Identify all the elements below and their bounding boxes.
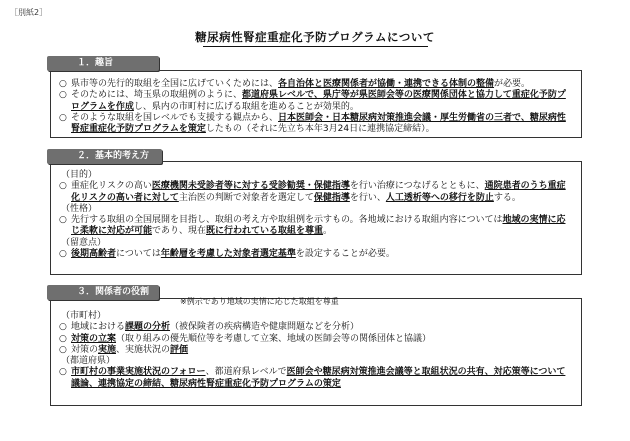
body-text: （被保険者の疾病構造や健康問題などを分析） <box>170 322 360 333</box>
circle-bullet-icon: ○ <box>59 215 67 225</box>
body-text: 、都道府県レベルで <box>205 367 287 378</box>
body-text: を行い、 <box>349 192 386 203</box>
bullet-text <box>71 90 573 113</box>
circle-bullet-icon: ○ <box>59 333 67 344</box>
bullet-text <box>71 181 573 204</box>
circle-bullet-icon: ○ <box>59 322 67 333</box>
bullet-item <box>57 215 573 238</box>
section-basic-approach <box>50 161 582 275</box>
emphasized-text: 各自治体と医療関係者が協働・連携できる体制の整備 <box>278 79 495 89</box>
body-text: したもの（それに先立ち本年3月24日に連携協定締結）。 <box>205 124 435 134</box>
circle-bullet-icon: ○ <box>59 181 67 192</box>
body-text: が必要。 <box>494 79 531 89</box>
emphasized-text: 後期高齢者 <box>71 248 117 259</box>
circle-bullet-icon: ○ <box>59 248 67 259</box>
circle-bullet-icon: ○ <box>59 79 67 89</box>
body-text: そのためには、埼玉県の取組例のように、 <box>71 90 243 101</box>
bullet-item <box>57 322 573 333</box>
bullet-item <box>57 90 573 113</box>
emphasized-text: 医師会や糖尿病対策推進会議等と取組状況の共有、対応策等について議論、連携協定の締結、糖尿病性腎症重症化予防プログラムの策定 <box>71 367 566 389</box>
section-heading-purpose: １．趣旨 <box>47 56 159 71</box>
circle-bullet-icon: ○ <box>59 344 67 355</box>
body-text: 地域における <box>71 322 126 333</box>
emphasized-text: 医療機関未受診者等に対する受診勧奨・保健指導 <box>151 181 350 192</box>
body-text: 県市等の先行的取組を全国に広げていくためには、 <box>71 79 279 89</box>
bullet-item <box>57 79 573 90</box>
bullet-item <box>57 345 573 356</box>
subheading-label: （都道府県） <box>61 356 116 366</box>
bullet-text <box>71 367 573 390</box>
bullet-item <box>57 367 573 390</box>
body-text: 、実施状況の <box>116 344 171 355</box>
body-text: 。 <box>323 226 333 237</box>
body-text: を行い治療につなげるとともに、 <box>349 181 485 192</box>
subheading-label: （留意点） <box>61 237 107 248</box>
bullet-text <box>71 113 573 136</box>
circle-bullet-icon: ○ <box>59 90 67 101</box>
emphasized-text: 評価 <box>170 344 189 355</box>
section-heading-roles: ３．関係者の役割 <box>47 285 159 300</box>
bullet-text <box>71 334 573 345</box>
emphasized-text: 日本医師会・日本糖尿病対策推進会議・厚生労働省の三者で、糖尿病性腎症重症化予防プログラムを策定 <box>71 112 566 134</box>
emphasized-text: 実施 <box>98 344 117 355</box>
bullet-text <box>71 345 573 356</box>
bullet-text <box>71 79 573 90</box>
body-text: （取り組みの優先順位等を考慮して立案、地域の医師会等の関係団体と協議） <box>116 333 432 344</box>
body-text: であり、現在 <box>152 226 207 237</box>
emphasized-text: 通院患者のうち重症化リスクの高い者に対して <box>71 181 566 203</box>
body-text: 主治医の判断で対象者を選定して <box>178 192 314 203</box>
bullet-text <box>71 322 573 333</box>
body-text: し、県内の市町村に広げる取組を進めることが効果的。 <box>133 101 359 112</box>
bullet-item <box>57 113 573 136</box>
emphasized-text: 人工透析等への移行を防止 <box>385 192 494 203</box>
section-note: ※例示であり地域の実情に応じた取組を尊重 <box>180 297 339 306</box>
bullet-item <box>57 181 573 204</box>
emphasized-text: 既に行われている取組を尊重 <box>206 226 324 237</box>
page-title: 糖尿病性腎症重症化予防プログラムについて <box>0 30 630 47</box>
emphasized-text: 保健指導 <box>313 192 350 203</box>
emphasized-text: 市町村の事業実施状況のフォロー <box>71 367 206 378</box>
emphasized-text: 地域の実情に応じ柔軟に対応が可能 <box>71 215 566 237</box>
body-text: そのような取組を国レベルでも支援する観点から、 <box>71 112 279 123</box>
emphasized-text: 都道府県レベルで、県庁等が県医師会等の医療関係団体と協力して重症化予防プログラムを作成 <box>71 90 566 112</box>
body-text: については <box>116 248 161 259</box>
attachment-label: ［別紙2］ <box>10 8 48 17</box>
body-text: する。 <box>493 192 521 203</box>
body-text: を設定することが必要。 <box>295 248 395 259</box>
body-text: 先行する取組の全国展開を目指し、取組の考え方や取組例を示すもの。各地域における取組内容については <box>71 215 503 225</box>
bullet-text <box>71 215 573 238</box>
circle-bullet-icon: ○ <box>59 367 67 378</box>
subheading-label: （性格） <box>61 203 98 214</box>
bullet-text <box>71 249 573 260</box>
section-purpose <box>50 70 582 138</box>
bullet-item <box>57 334 573 345</box>
circle-bullet-icon: ○ <box>59 112 67 123</box>
emphasized-text: 年齢層を考慮した対象者選定基準 <box>160 248 296 259</box>
subheading-label: （市町村） <box>61 311 107 321</box>
subheading-label: （目的） <box>61 170 98 180</box>
section-heading-basic-approach: ２．基本的考え方 <box>47 149 162 164</box>
section-roles <box>50 298 582 406</box>
emphasized-text: 対策の立案 <box>71 333 117 344</box>
emphasized-text: 課題の分析 <box>125 322 171 333</box>
body-text: 重症化リスクの高い <box>71 181 152 192</box>
bullet-item <box>57 249 573 260</box>
body-text: 対策の <box>71 344 99 355</box>
